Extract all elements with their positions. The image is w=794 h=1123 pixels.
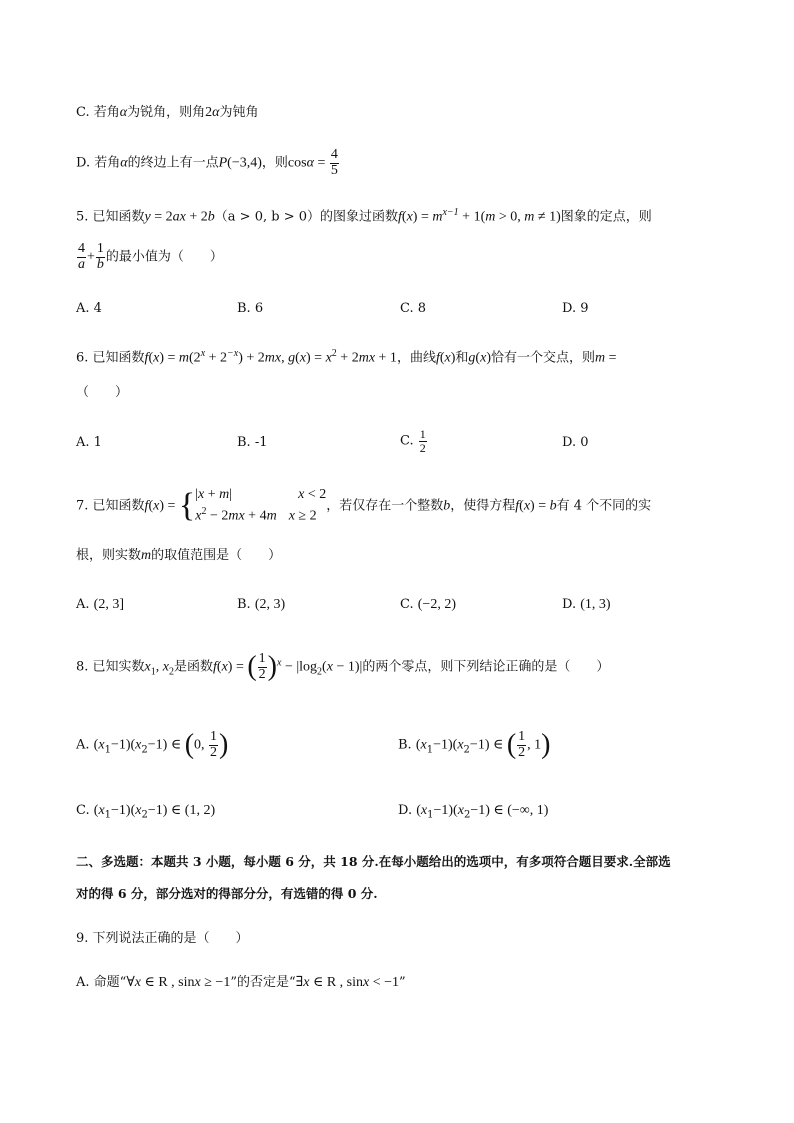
question-5-line2: $\frac{4}{a}$ + $\frac{1}{b}$ 的最小值为（ ） xyxy=(78,241,223,272)
q6-option-d: D. 0 xyxy=(562,435,589,450)
q5-option-c: C. 8 xyxy=(400,301,427,316)
q7-option-c: C. (−2, 2) xyxy=(400,597,456,612)
question-6-paren: （ ） xyxy=(76,385,129,400)
option-c-q4: C. 若角α为锐角，则角2α为钝角 xyxy=(76,105,259,120)
q7-option-b: B. (2, 3) xyxy=(237,597,286,612)
q8-option-a: A. $(x_1-1)(x_2-1)$ ∈ (0, $\frac{1}{2}$ ) xyxy=(76,729,229,761)
q6-option-a: A. 1 xyxy=(76,435,102,450)
q7-option-a: A. (2, 3] xyxy=(76,597,124,612)
question-6: 6. 已知函数$f(x) = m(2^x + 2^{-x}) + 2mx$, $g(x) = x^2 + 2mx + 1$，曲线f(x)和g(x)恰有一个交点，则m = xyxy=(76,348,617,366)
question-8: 8. 已知实数$x_1$, $x_2$是函数f(x) = ( $\frac{1}{2}$ )$^x - |\log_2(x - 1)|$的两个零点，则下列结论正确的是（ ） xyxy=(76,651,610,683)
q7-option-d: D. (1, 3) xyxy=(562,597,611,612)
question-7: 7. 已知函数f(x) = {|x + m| x < 2 $x^2 - 2mx + 4m$ x ≥ 2，若仅存在一个整数b，使得方程f(x) = b有 4 个不同的实 xyxy=(76,487,652,525)
q6-option-c: C. $\frac{1}{2}$ xyxy=(400,427,426,455)
q5-option-a: A. 4 xyxy=(76,301,102,316)
question-9: 9. 下列说法正确的是（ ） xyxy=(76,931,249,946)
option-d-q4: D. 若角α的终边上有一点P(−3,4)，则cosα = $\frac{4}{5}$ xyxy=(76,147,338,178)
q9-option-a: A. 命题“∀x ∈ R , sinx ≥ −1”的否定是“∃x ∈ R , sinx < −1” xyxy=(76,975,406,990)
q8-option-d: D. $(x_1-1)(x_2-1)$ ∈ (−∞, 1) xyxy=(398,803,549,821)
q8-option-c: C. $(x_1-1)(x_2-1)$ ∈ (1, 2) xyxy=(76,803,216,821)
q6-option-b: B. -1 xyxy=(237,435,268,450)
q5-option-d: D. 9 xyxy=(562,301,589,316)
question-7-line2: 根，则实数m的取值范围是（ ） xyxy=(76,548,282,563)
section-2-heading-line2: 对的得 6 分，部分选对的得部分分，有选错的得 0 分. xyxy=(76,886,378,901)
q5-option-b: B. 6 xyxy=(237,301,264,316)
section-2-heading: 二、多选题：本题共 3 小题，每小题 6 分，共 18 分.在每小题给出的选项中，有多项符合题目要求.全部选 xyxy=(76,854,671,869)
q8-option-b: B. $(x_1-1)(x_2-1)$ ∈ ( $\frac{1}{2}$ , 1) xyxy=(398,729,551,761)
question-5: 5. 已知函数y = 2ax + 2b（a > 0, b > 0）的图象过函数$f(x) = m^{x-1} + 1(m > 0$, m ≠ 1)图象的定点，则 xyxy=(76,207,652,225)
